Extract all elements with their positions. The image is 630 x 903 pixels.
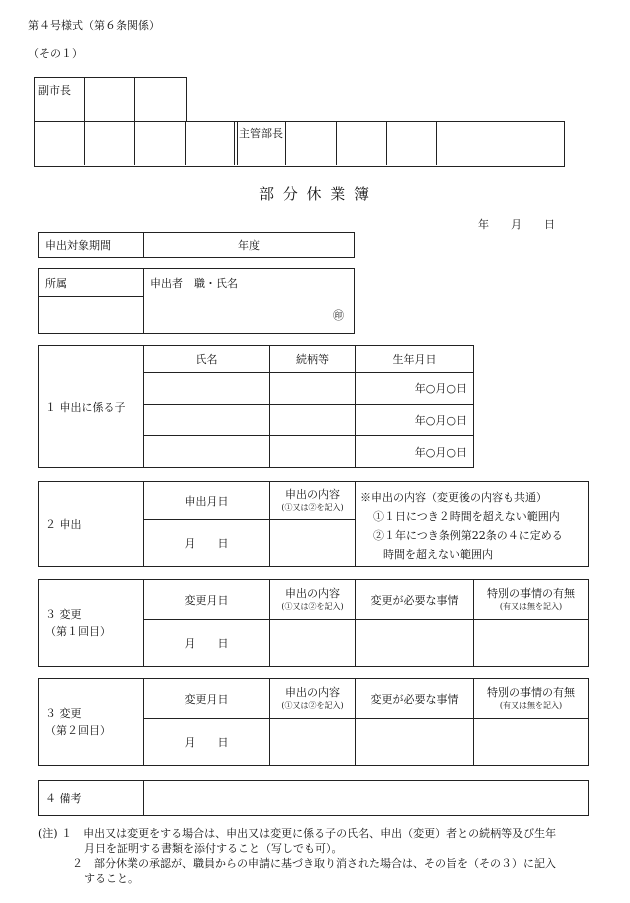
apply-content-header: 申出の内容 (①又は②を記入) [270, 482, 356, 520]
change2-date-value: 月 日 [144, 719, 270, 766]
change1-special-header: 特別の事情の有無 (有又は無を記入) [474, 580, 589, 620]
approval-grid [34, 77, 564, 166]
change1-date-header: 変更月日 [144, 580, 270, 620]
applicant-label: 申出者 職・氏名 [144, 269, 355, 297]
affiliation-table [38, 268, 355, 334]
apply-label: ２ 申出 [39, 482, 144, 567]
apply-notes: ※申出の内容（変更後の内容も共通） ①１日につき２時間を超えない範囲内 ②１年につき条例第22条の４に定める 時間を超えない範囲内 [356, 482, 589, 567]
child-birth-cell: 年○月○日 [356, 404, 474, 436]
remarks-table [38, 780, 589, 816]
change1-reason-value [356, 620, 474, 667]
child-birth-cell: 年○月○日 [356, 436, 474, 468]
apply-date-header: 申出月日 [144, 482, 270, 520]
period-table [38, 232, 355, 258]
child-birth-cell: 年○月○日 [356, 373, 474, 405]
period-value: 年度 [144, 233, 355, 258]
change2-special-value [474, 719, 589, 766]
change1-reason-header: 変更が必要な事情 [356, 580, 474, 620]
remarks-label: ４ 備考 [39, 781, 144, 816]
child-header-name: 氏名 [144, 346, 270, 373]
change1-label: ３ 変更 （第１回目） [39, 580, 144, 667]
child-relation-cell [270, 373, 356, 405]
child-relation-cell [270, 404, 356, 436]
affiliation-label: 所属 [39, 269, 144, 297]
change1-special-value [474, 620, 589, 667]
child-header-birth: 生年月日 [356, 346, 474, 373]
change1-content-header: 申出の内容 (①又は②を記入) [270, 580, 356, 620]
change2-label: ３ 変更 （第２回目） [39, 679, 144, 766]
apply-table [38, 481, 589, 567]
apply-date-value: 月 日 [144, 520, 270, 567]
footnote-2-cont: すること。 [84, 872, 139, 885]
change2-table [38, 678, 589, 766]
child-label: １ 申出に係る子 [39, 346, 144, 468]
remarks-value [144, 781, 589, 816]
vice-mayor-label: 副市長 [38, 84, 71, 97]
child-header-relation: 続柄等 [270, 346, 356, 373]
child-table [38, 345, 474, 468]
change1-date-value: 月 日 [144, 620, 270, 667]
change1-table [38, 579, 589, 667]
child-name-cell [144, 436, 270, 468]
seal-mark: ㊞ [144, 297, 355, 334]
affiliation-value [39, 297, 144, 334]
change2-content-header: 申出の内容 (①又は②を記入) [270, 679, 356, 719]
apply-content-value [270, 520, 356, 567]
footnotes [38, 826, 608, 886]
child-name-cell [144, 373, 270, 405]
date-line: 年 月 日 [478, 218, 555, 231]
footnote-1-cont: 月日を証明する書類を添付すること（写しでも可）。 [84, 842, 343, 855]
child-name-cell [144, 404, 270, 436]
change2-special-header: 特別の事情の有無 (有又は無を記入) [474, 679, 589, 719]
change1-content-value [270, 620, 356, 667]
page-title: 部 分 休 業 簿 [258, 185, 372, 203]
change2-date-header: 変更月日 [144, 679, 270, 719]
period-label: 申出対象期間 [39, 233, 144, 258]
footnote-1: (注) １ 申出又は変更をする場合は、申出又は変更に係る子の氏名、申出（変更）者との続柄等及び生年 [38, 827, 557, 840]
form-number: 第４号様式（第６条関係） [28, 19, 160, 32]
manager-label: 主管部長 [239, 127, 283, 140]
change2-reason-header: 変更が必要な事情 [356, 679, 474, 719]
footnote-2: ２ 部分休業の承認が、職員からの申請に基づき取り消された場合は、その旨を（その３）に記入 [72, 857, 556, 870]
part-label: （その１） [28, 47, 83, 60]
child-relation-cell [270, 436, 356, 468]
change2-content-value [270, 719, 356, 766]
change2-reason-value [356, 719, 474, 766]
